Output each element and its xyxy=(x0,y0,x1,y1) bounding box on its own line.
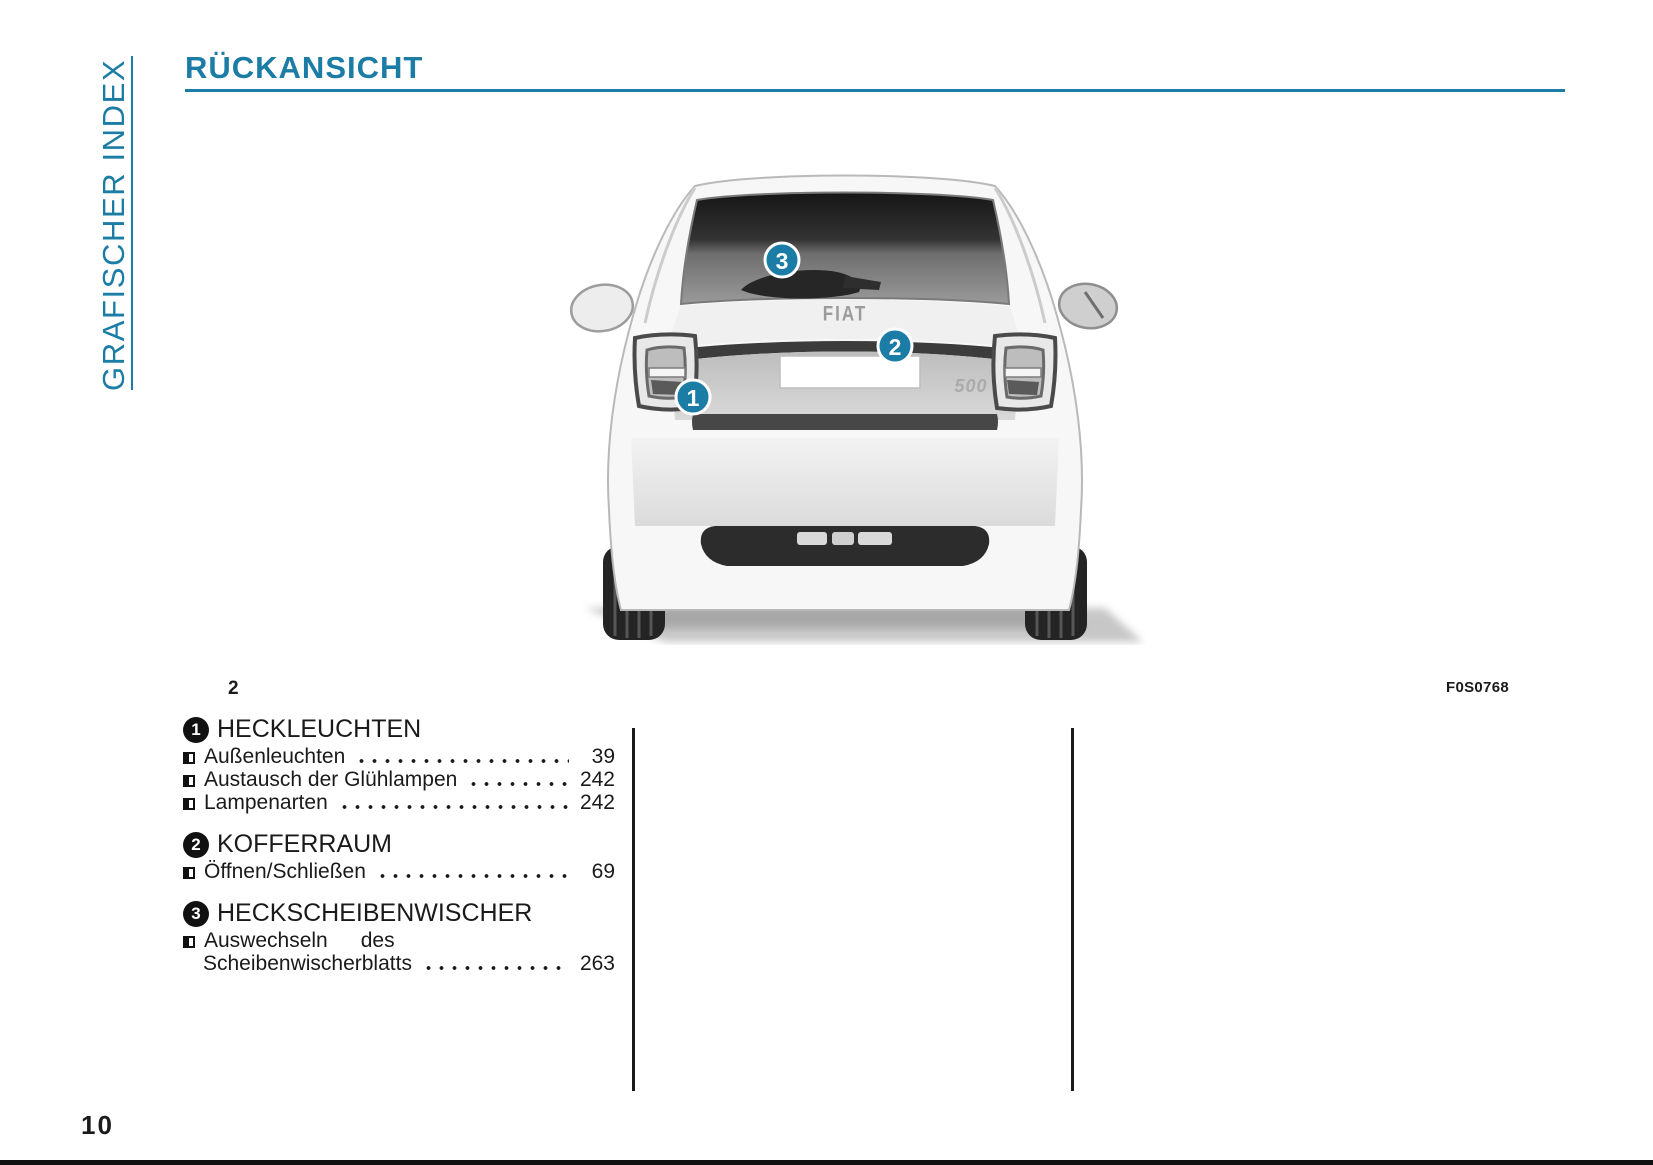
bumper xyxy=(701,526,989,566)
square-bullet-icon xyxy=(183,752,195,764)
page-bottom-bar xyxy=(0,1160,1653,1165)
section-heading xyxy=(183,898,615,929)
section-title: HECKSCHEIBENWISCHER xyxy=(217,899,533,927)
entry-label-word2: des xyxy=(360,929,395,952)
index-entry xyxy=(183,860,615,883)
lower-body xyxy=(631,438,1059,526)
entry-label: Auswechseln xyxy=(204,929,328,952)
entry-page-number: 263 xyxy=(579,952,615,975)
lower-gap-strip xyxy=(692,414,998,430)
entry-page-number: 69 xyxy=(591,860,615,883)
index-entry-continuation xyxy=(183,952,615,975)
svg-text:2: 2 xyxy=(888,334,902,360)
svg-text:1: 1 xyxy=(686,385,700,411)
entry-page-number: 242 xyxy=(579,791,615,814)
index-section-heckleuchten xyxy=(183,714,615,814)
square-bullet-icon xyxy=(183,936,195,948)
index-entry xyxy=(183,768,615,791)
car-rear-view-illustration xyxy=(545,158,1145,645)
section-number-badge: 1 xyxy=(183,717,209,743)
section-heading xyxy=(183,829,615,860)
index-section-kofferraum xyxy=(183,829,615,883)
figure-note-number: 2 xyxy=(228,678,239,699)
square-bullet-icon xyxy=(183,867,195,879)
fiat-logo: FIAT xyxy=(822,302,868,327)
entry-page-number: 39 xyxy=(591,745,615,768)
entry-label: Öffnen/Schließen xyxy=(204,860,366,883)
sidebar-vertical-label: GRAFISCHER INDEX xyxy=(96,58,131,391)
sidebar-vertical-rule xyxy=(131,56,133,390)
title-underline xyxy=(185,89,1565,92)
page-title: RÜCKANSICHT xyxy=(185,50,424,85)
entry-label: Austausch der Glühlampen xyxy=(204,768,458,791)
entry-label-line2: Scheibenwischerblatts xyxy=(203,952,412,975)
index-entry xyxy=(183,745,615,768)
dot-leader xyxy=(355,759,569,763)
right-taillight xyxy=(993,334,1055,409)
index-section-heckscheibenwischer xyxy=(183,898,615,975)
square-bullet-icon xyxy=(183,775,195,787)
dot-leader xyxy=(338,805,569,809)
model-badge-500: 500 xyxy=(954,376,988,396)
entry-page-number: 242 xyxy=(579,768,615,791)
section-title: HECKLEUCHTEN xyxy=(217,715,422,743)
callout-badge-1 xyxy=(676,380,710,414)
figure-code: F0S0768 xyxy=(1446,679,1509,696)
graphic-index-list xyxy=(183,714,615,990)
square-bullet-icon xyxy=(183,798,195,810)
entry-label: Außenleuchten xyxy=(204,745,346,768)
bumper-reflector xyxy=(797,532,892,545)
column-divider-left xyxy=(632,728,635,1091)
section-heading xyxy=(183,714,615,745)
entry-label: Lampenarten xyxy=(204,791,328,814)
page-number: 10 xyxy=(81,1110,114,1140)
section-title: KOFFERRAUM xyxy=(217,830,392,858)
column-divider-right xyxy=(1071,728,1074,1091)
callout-badge-2 xyxy=(878,329,912,363)
section-number-badge: 2 xyxy=(183,832,209,858)
svg-text:3: 3 xyxy=(775,248,789,274)
section-number-badge: 3 xyxy=(183,901,209,927)
callout-badge-3 xyxy=(765,243,799,277)
dot-leader xyxy=(376,874,569,878)
dot-leader xyxy=(467,782,569,786)
index-entry xyxy=(183,929,615,952)
index-entry xyxy=(183,791,615,814)
dot-leader xyxy=(422,966,569,970)
